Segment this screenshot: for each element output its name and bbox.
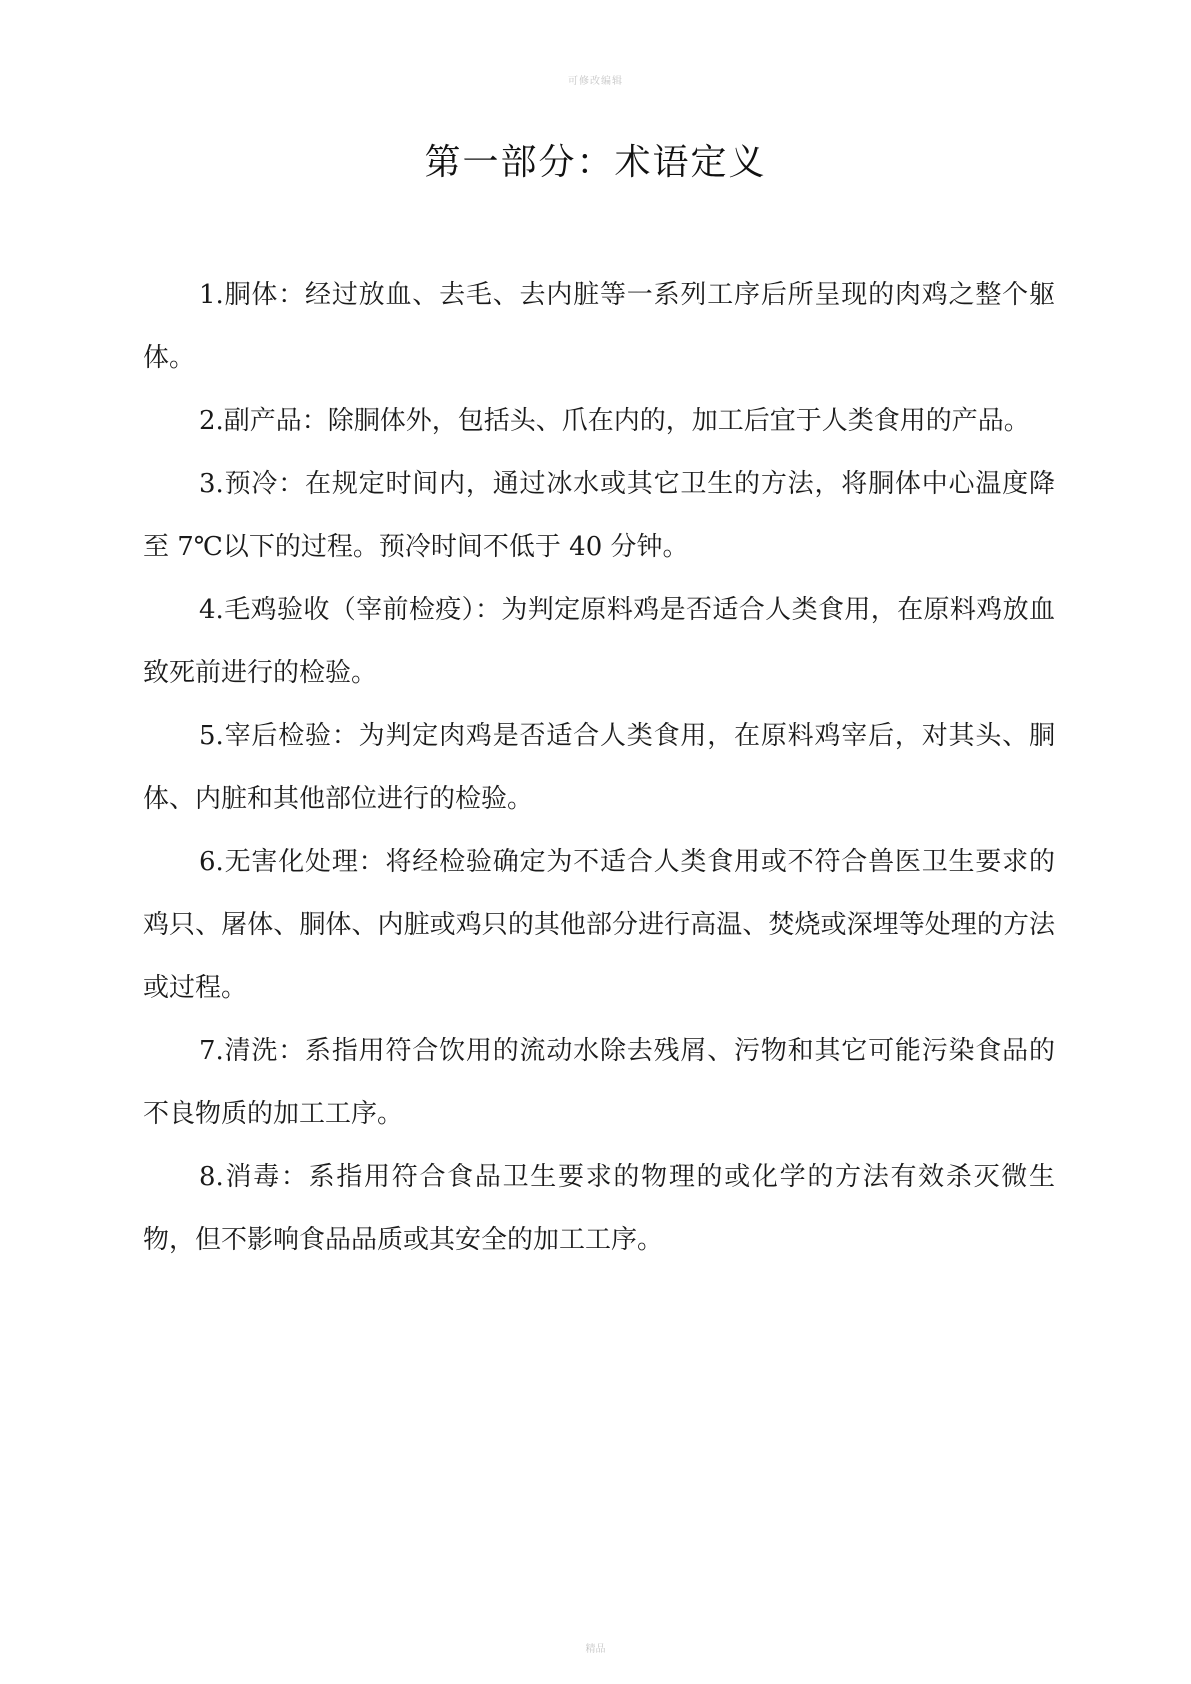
definition-post-mortem-inspection: 5.宰后检验：为判定肉鸡是否适合人类食用，在原料鸡宰后，对其头、胴体、内脏和其他部位进行的检验。 <box>143 721 1055 814</box>
footer-note: 精品 <box>585 1644 606 1655</box>
definition-live-bird-acceptance: 4.毛鸡验收（宰前检疫）：为判定原料鸡是否适合人类食用，在原料鸡放血致死前进行的检验。 <box>143 595 1055 688</box>
definition-disinfection: 8.消毒：系指用符合食品卫生要求的物理的或化学的方法有效杀灭微生物，但不影响食品品质或其安全的加工工序。 <box>143 1162 1055 1255</box>
definition-cleaning: 7.清洗：系指用符合饮用的流动水除去残屑、污物和其它可能污染食品的不良物质的加工工序。 <box>143 1036 1055 1129</box>
header-note: 可修改编辑 <box>568 76 623 87</box>
definition-by-products: 2.副产品：除胴体外，包括头、爪在内的，加工后宜于人类食用的产品。 <box>199 406 1030 436</box>
definition-carcass: 1.胴体：经过放血、去毛、去内脏等一系列工序后所呈现的肉鸡之整个躯体。 <box>143 280 1055 373</box>
definitions-list <box>143 264 1055 1272</box>
definition-harmless-treatment: 6.无害化处理：将经检验确定为不适合人类食用或不符合兽医卫生要求的鸡只、屠体、胴体、内脏或鸡只的其他部分进行高温、焚烧或深埋等处理的方法或过程。 <box>143 847 1055 1003</box>
definition-pre-chilling: 3.预冷：在规定时间内，通过冰水或其它卫生的方法，将胴体中心温度降至 7℃以下的过程。预冷时间不低于 40 分钟。 <box>143 469 1055 562</box>
page-title: 第一部分：术语定义 <box>424 142 767 183</box>
